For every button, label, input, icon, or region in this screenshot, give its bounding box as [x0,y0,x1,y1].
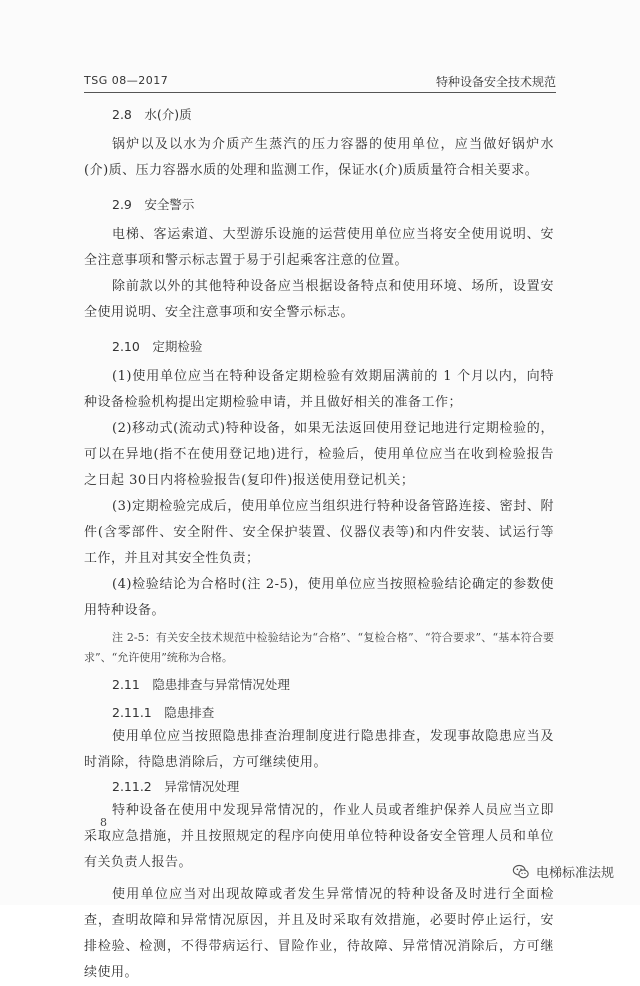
subsection-heading-2-11-1: 2.11.1 隐患排查 [112,705,215,720]
section-heading-2-10: 2.10 定期检验 [112,339,203,354]
list-item-2-10-2: (2)移动式(流动式)特种设备，如果无法返回使用登记地进行定期检验的，可以在异地(指不在使用登记地)进行，检验后，使用单位应当在收到检验报告之日起 30日内将检验报告(复印件)报送使用登记机关； [84,421,554,488]
standard-code: TSG 08—2017 [84,74,169,87]
wechat-icon [512,863,530,881]
paragraph-2-8: 锅炉以及以水为介质产生蒸汽的压力容器的使用单位，应当做好锅炉水(介)质、压力容器水质的处理和监测工作，保证水(介)质质量符合相关要求。 [84,137,554,178]
header-title: 特种设备安全技术规范 [435,75,556,89]
subsection-heading-2-11-2: 2.11.2 异常情况处理 [112,779,240,794]
list-item-2-10-3: (3)定期检验完成后，使用单位应当组织进行特种设备管路连接、密封、附件(含零部件、安全附件、安全保护装置、仪器仪表等)和内件安装、试运行等工作，并且对其安全性负责； [84,499,554,566]
paragraph-2-11-2-1: 特种设备在使用中发现异常情况的，作业人员或者维护保养人员应当立即采取应急措施，并且按照规定的程序向使用单位特种设备安全管理人员和单位有关负责人报告。 [84,803,554,870]
watermark-label: 电梯标准法规 [535,866,614,881]
page-number: 8 [100,816,107,829]
paragraph-2-9-2: 除前款以外的其他特种设备应当根据设备特点和使用环境、场所，设置安全使用说明、安全注意事项和安全警示标志。 [84,279,554,320]
paragraph-2-11-2-2: 使用单位应当对出现故障或者发生异常情况的特种设备及时进行全面检查，查明故障和异常情况原因，并且及时采取有效措施，必要时停止运行，安排检验、检测，不得带病运行、冒险作业，待故障、异常情况消除后，方可继续使用。 [84,887,554,980]
section-heading-2-8: 2.8 水(介)质 [112,107,192,122]
list-item-2-10-1: (1)使用单位应当在特种设备定期检验有效期届满前的 1 个月以内，向特种设备检验机构提出定期检验申请，并且做好相关的准备工作； [84,369,554,410]
section-heading-2-9: 2.9 安全警示 [112,197,195,212]
page-body [84,104,554,986]
section-heading-2-11: 2.11 隐患排查与异常情况处理 [112,677,290,692]
footnote-2-5: 注 2-5：有关安全技术规范中检验结论为“合格”、“复检合格”、“符合要求”、“基本符合要求”、“允许使用”统称为合格。 [84,631,554,664]
page-header [84,72,556,93]
paragraph-2-9-1: 电梯、客运索道、大型游乐设施的运营使用单位应当将安全使用说明、安全注意事项和警示标志置于易于引起乘客注意的位置。 [84,227,554,268]
paragraph-2-11-1: 使用单位应当按照隐患排查治理制度进行隐患排查，发现事故隐患应当及时消除，待隐患消除后，方可继续使用。 [84,729,554,770]
list-item-2-10-4: (4)检验结论为合格时(注 2-5)，使用单位应当按照检验结论确定的参数使用特种设备。 [84,577,554,618]
account-watermark [512,862,614,881]
